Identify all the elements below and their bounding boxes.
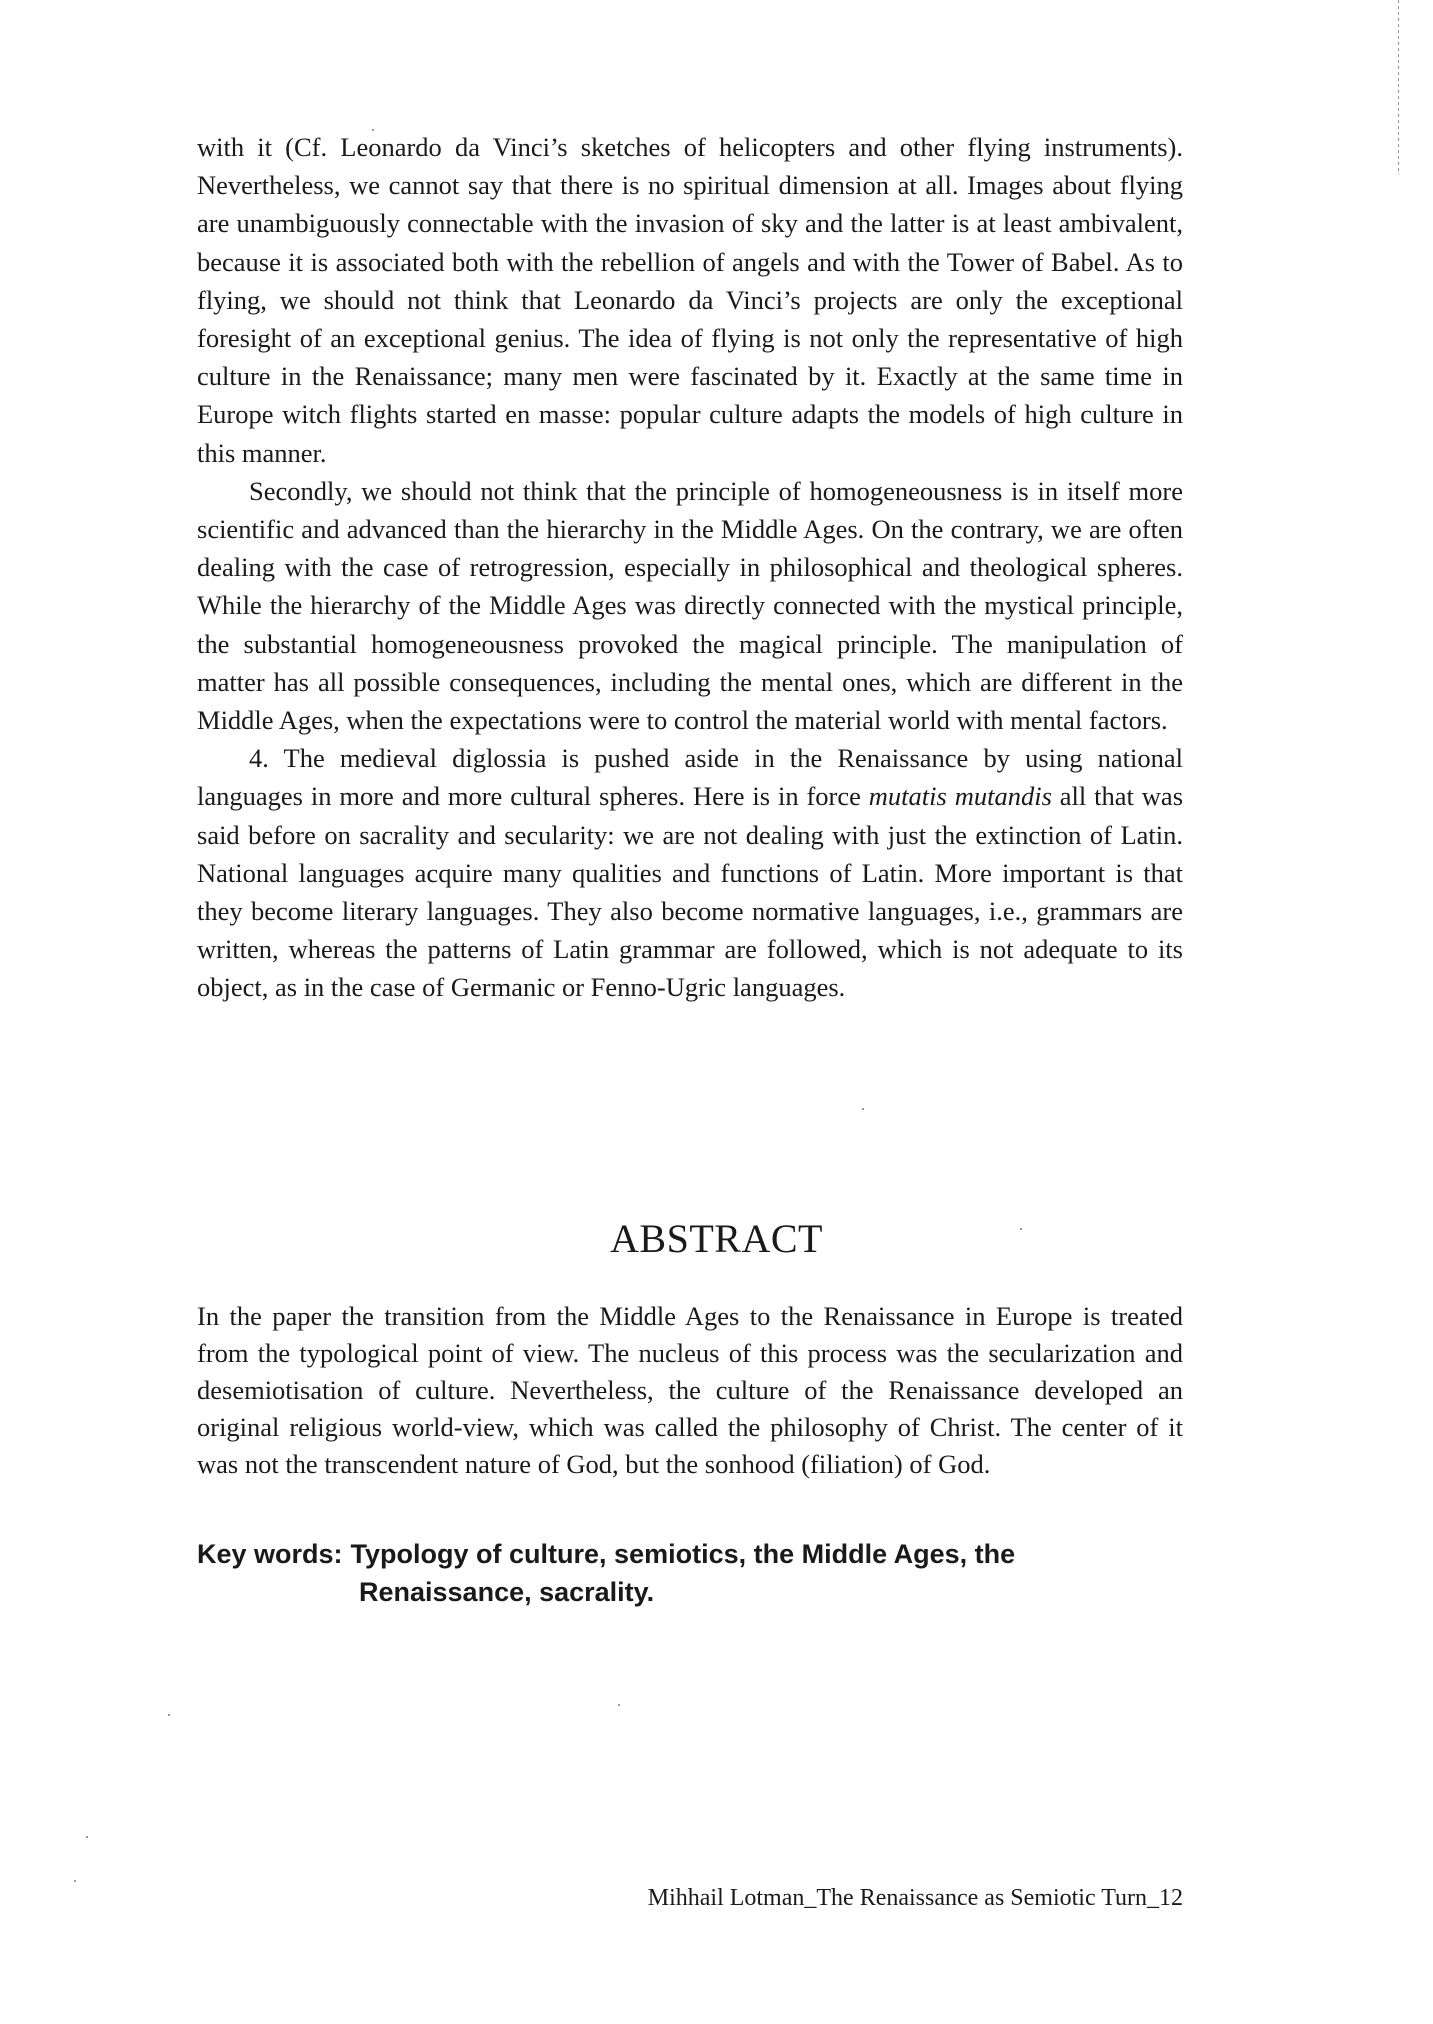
scan-speck — [1020, 1228, 1022, 1230]
scan-speck — [372, 129, 374, 131]
scan-speck — [168, 1714, 170, 1716]
abstract-heading: ABSTRACT — [610, 1216, 823, 1261]
abstract-text — [197, 1298, 1183, 1483]
scan-edge-mark — [1398, 0, 1399, 175]
paragraph-diglossia — [197, 739, 1183, 1006]
running-footer: Mihhail Lotman_The Renaissance as Semiotic Turn_12 — [647, 1885, 1183, 1911]
scan-speck — [74, 1880, 76, 1882]
scan-speck — [618, 1704, 620, 1706]
keywords-block — [197, 1535, 1183, 1611]
scan-speck — [86, 1836, 88, 1838]
paragraph-flying: with it (Cf. Leonardo da Vinci’s sketches of helicopters and other flying instruments). Nevertheless, we cannot say that there is no spiritual dimension at all. Images about flying are unambiguously connectable with the invasion of sky and the latter is at least ambivalent, because it is associated both with the rebellion of angels and with the Tower of Babel. As to flying, we should not think that Leonardo da Vinci’s projects are only the exceptional foresight of an exceptional genius. The idea of flying is not only the representative of high culture in the Renaissance; many men were fascinated by it. Exactly at the same time in Europe witch flights started en masse: popular culture adapts the models of high culture in this manner. — [197, 132, 1183, 468]
keywords-label: Key words: — [197, 1539, 343, 1569]
paragraph-homogeneousness: Secondly, we should not think that the principle of homogeneousness is in itself more scientific and advanced than the hierarchy in the Middle Ages. On the contrary, we are often dealing with the case of retrogression, especially in philosophical and theological spheres. While the hierarchy of the Middle Ages was directly connected with the mystical principle, the substantial homogeneousness provoked the magical principle. The manipulation of matter has all possible consequences, including the mental ones, which are different in the Middle Ages, when the expectations were to control the material world with mental factors. — [197, 475, 1183, 736]
keywords-line-2: Renaissance, sacrality. — [359, 1577, 655, 1607]
paragraph-diglossia-end: all that was said before on sacrality and secularity: we are not dealing with just the extinction of Latin. National languages acquire many qualities and functions of Latin. More important is that they become literary languages. They also become normative languages, i.e., grammars are written, whereas the patterns of Latin grammar are followed, which is not adequate to its object, as in the case of Germanic or Fenno-Ugric languages. — [197, 781, 1184, 1003]
abstract-paragraph: In the paper the transition from the Middle Ages to the Renaissance in Europe is treated from the typological point of view. The nucleus of this process was the secularization and desemiotisation of culture. Nevertheless, the culture of the Renaissance developed an original religious world-view, which was called the philosophy of Christ. The center of it was not the transcendent nature of God, but the sonhood (filiation) of God. — [197, 1301, 1183, 1479]
body-text — [197, 128, 1183, 1007]
paragraph-diglossia-start: 4. The medieval diglossia is pushed aside in the Renaissance by using national languages in more and more cultural spheres. Here is in force — [197, 743, 1183, 812]
scan-speck — [862, 1108, 864, 1110]
keywords-line-1: Typology of culture, semiotics, the Middle Ages, the — [350, 1539, 1016, 1569]
italic-phrase: mutatis mutandis — [868, 781, 1052, 812]
